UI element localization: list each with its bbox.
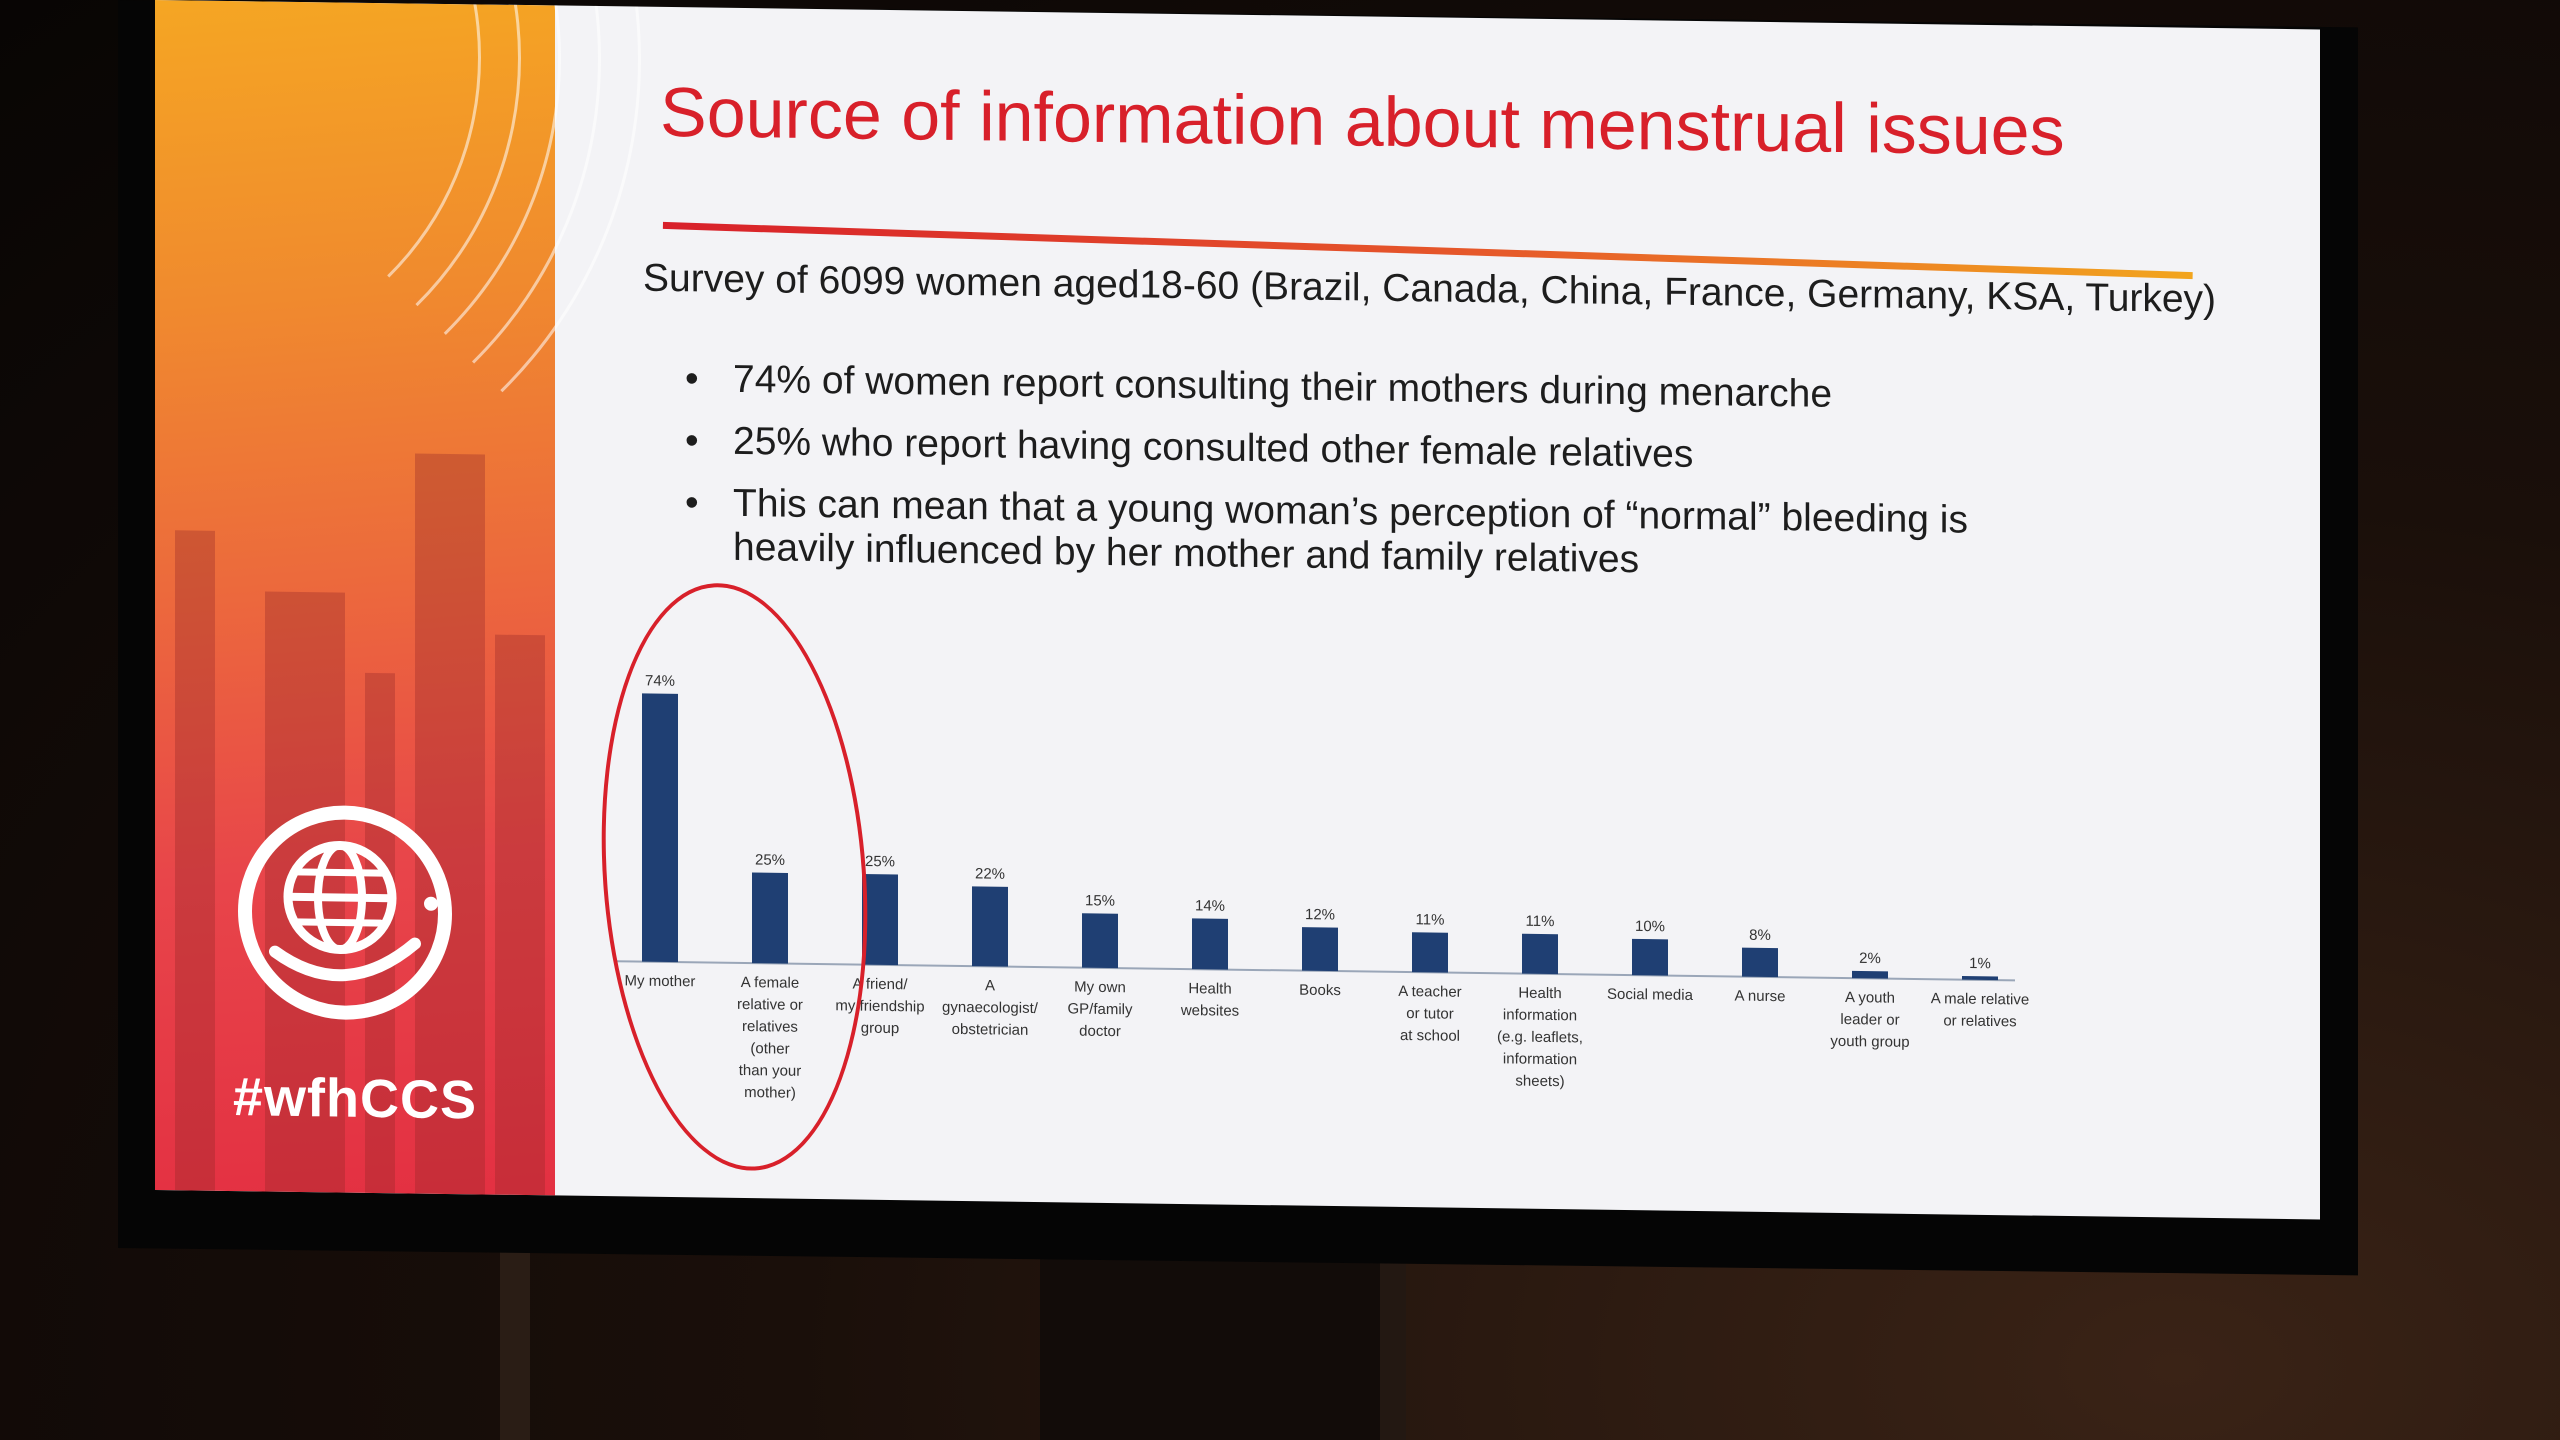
- data-label: 2%: [1859, 949, 1881, 968]
- data-label: 8%: [1749, 926, 1771, 944]
- category-label: Agynaecologist/obstetrician: [942, 977, 1038, 1039]
- bullet-marker: •: [685, 481, 699, 525]
- category-label: A nurse: [1734, 987, 1786, 1006]
- category-label: Social media: [1607, 985, 1693, 1004]
- globe-hand-icon: [235, 801, 455, 1024]
- bullet-marker: •: [685, 419, 699, 463]
- data-label: 22%: [974, 865, 1006, 883]
- data-label: 11%: [1525, 912, 1555, 931]
- category-label: A male relativeor relatives: [1930, 990, 2030, 1031]
- bar: [1192, 918, 1228, 969]
- data-label: 25%: [754, 851, 786, 869]
- bullet-item: [685, 357, 2085, 420]
- slide-subtitle: Survey of 6099 women aged18-60 (Brazil, Canada, China, France, Germany, KSA, Turkey): [643, 256, 2217, 322]
- bar: [1302, 927, 1338, 971]
- bullet-item: [685, 481, 2085, 588]
- category-label: Books: [1299, 981, 1341, 1000]
- bullet-text: 25% who report having consulted other female relatives: [733, 419, 1694, 476]
- bar: [1082, 913, 1118, 968]
- bar: [1632, 939, 1668, 976]
- data-label: 10%: [1634, 917, 1666, 936]
- bar: [1522, 934, 1558, 974]
- bar: [1742, 948, 1778, 977]
- category-label: A femalerelative orrelatives(otherthan yourmother): [737, 973, 803, 1102]
- bar: [862, 874, 898, 965]
- monitor-stand-left: [500, 1230, 530, 1440]
- bar: [1962, 976, 1998, 980]
- slide-content: [555, 5, 2320, 1219]
- slide-title: Source of information about menstrual issues: [660, 72, 2065, 170]
- data-label: 74%: [644, 672, 676, 690]
- wall-panel: [1040, 1240, 1380, 1440]
- bullet-text: 74% of women report consulting their mothers during menarche: [733, 357, 1833, 416]
- data-label: 11%: [1415, 911, 1445, 929]
- category-label: Healthinformation(e.g. leaflets,informationsheets): [1497, 984, 1583, 1091]
- city-building: [495, 635, 545, 1196]
- bar: [1412, 932, 1448, 972]
- bullet-marker: •: [685, 357, 699, 401]
- bullet-item: [685, 419, 2085, 482]
- data-label: 25%: [864, 853, 896, 871]
- data-label: 12%: [1304, 906, 1336, 924]
- data-label: 1%: [1969, 955, 1991, 973]
- category-label: A teacheror tutorat school: [1398, 982, 1462, 1045]
- bullet-text: This can mean that a young woman’s perception of “normal” bleeding is heavily influenced by her mother and family relatives: [733, 481, 1968, 582]
- bar: [972, 886, 1008, 966]
- decorative-side-panel: [155, 0, 555, 1195]
- bullet-list: [685, 357, 2085, 606]
- category-label: A friend/my friendshipgroup: [835, 975, 925, 1038]
- data-label: 15%: [1084, 892, 1116, 910]
- category-label: My mother: [624, 972, 696, 991]
- category-label: My ownGP/familydoctor: [1067, 978, 1133, 1041]
- hashtag-label: #wfhCCS: [233, 1067, 478, 1131]
- presentation-slide: [155, 0, 2320, 1219]
- city-building: [175, 530, 215, 1191]
- category-label: Healthwebsites: [1180, 980, 1240, 1020]
- data-label: 14%: [1194, 897, 1226, 915]
- bar: [1852, 971, 1888, 979]
- category-label: A youthleader oryouth group: [1830, 989, 1910, 1051]
